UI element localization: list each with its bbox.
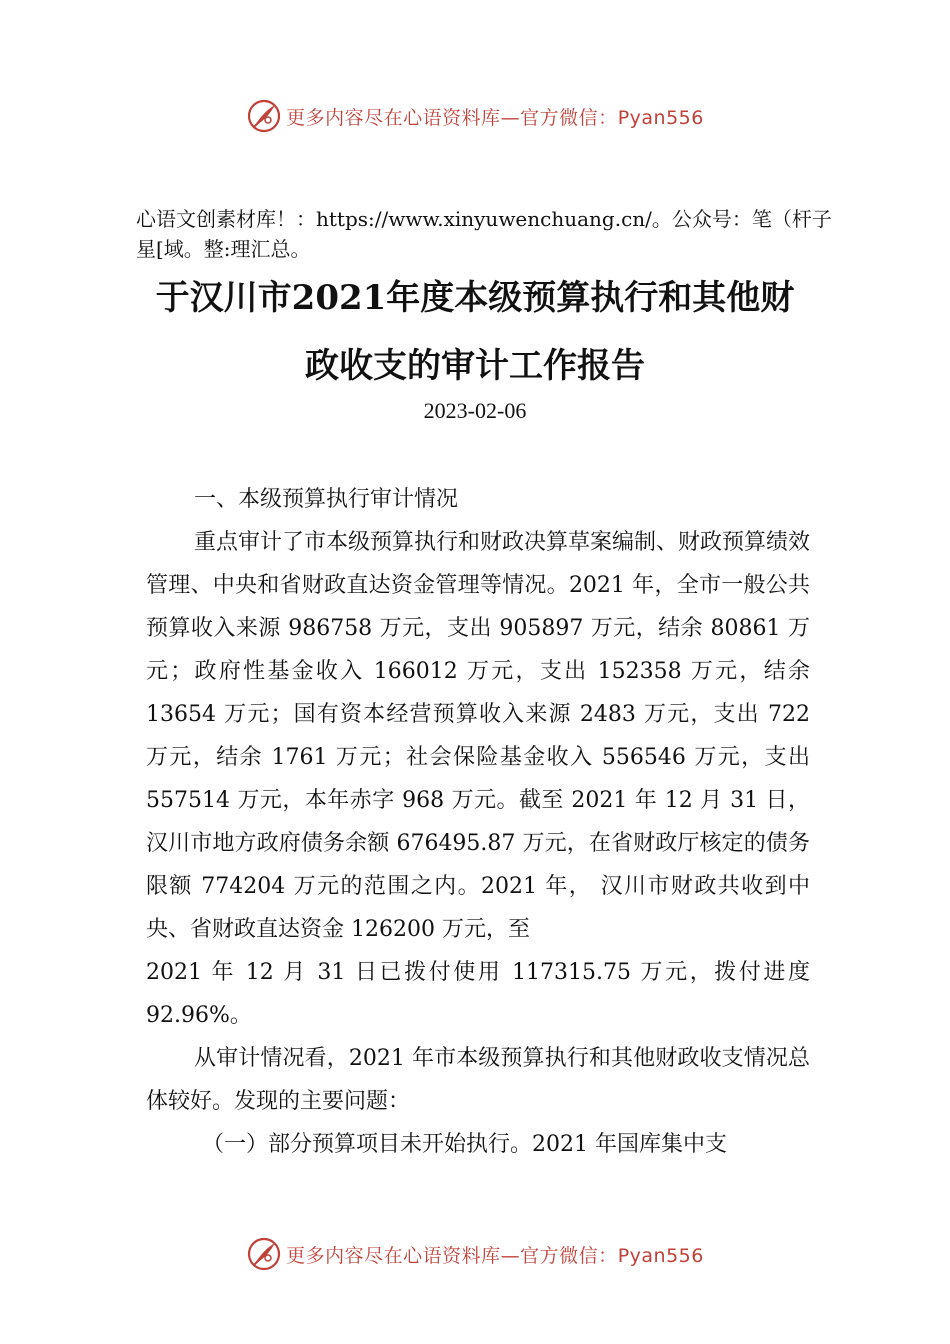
banner-separator: — <box>500 1244 521 1267</box>
document-body <box>146 478 810 1166</box>
paragraph: 重点审计了市本级预算执行和财政决算草案编制、财政预算绩效管理、中央和省财政直达资金管理等情况。2021 年，全市一般公共预算收入来源 986758 万元，支出 905897 万元，结余 80861 万元；政府性基金收入 166012 万元，支出 152358 万元，结余 13654 万元；国有资本经营预算收入来源 2483 万元，支出 722 万元，结余 1761 万元；社会保险基金收入 556546 万元，支出 557514 万元，本年赤字 968 万元。截至 2021 年 12 月 31 日，汉川市地方政府债务余额 676495.87 万元，在省财政厅核定的债务限额 774204 万元的范围之内。2021 年， 汉川市财政共收到中央、省财政直达资金 126200 万元，至 <box>146 530 811 942</box>
banner-wechat-id: Pyan556 <box>617 1244 704 1267</box>
banner-text <box>286 1241 704 1268</box>
document-title-line2: 政收支的审计工作报告 <box>305 346 645 386</box>
quill-pen-logo-icon <box>246 98 282 134</box>
banner-wechat-id: Pyan556 <box>617 106 704 129</box>
banner-separator: — <box>500 106 521 129</box>
banner-library-text: 更多内容尽在心语资料库 <box>286 106 501 129</box>
banner-wechat-label: 官方微信： <box>520 106 618 129</box>
paragraph: （一）部分预算项目未开始执行。2021 年国库集中支 <box>202 1132 727 1157</box>
paragraph: 从审计情况看，2021 年市本级预算执行和其他财政收支情况总体较好。发现的主要问题： <box>146 1046 810 1114</box>
footer-banner <box>0 1234 950 1274</box>
paragraph-continuation: 2021 年 12 月 31 日已拨付使用 117315.75 万元，拨付进度 92.96%。 <box>146 960 810 1028</box>
banner-wechat-label: 官方微信： <box>520 1244 618 1267</box>
section-heading: 一、本级预算执行审计情况 <box>194 487 459 512</box>
banner-library-text: 更多内容尽在心语资料库 <box>286 1244 501 1267</box>
source-line: 心语文创素材库！：https://www.xinyuwenchuang.cn/。公众号：笔（杆子星[域。整:理汇总。 <box>136 207 832 261</box>
document-title-line1: 于汉川市2021年度本级预算执行和其他财 <box>155 278 795 318</box>
header-banner <box>0 96 950 136</box>
banner-text <box>286 103 704 130</box>
quill-pen-logo-icon <box>246 1236 282 1272</box>
document-date: 2023-02-06 <box>423 398 527 423</box>
